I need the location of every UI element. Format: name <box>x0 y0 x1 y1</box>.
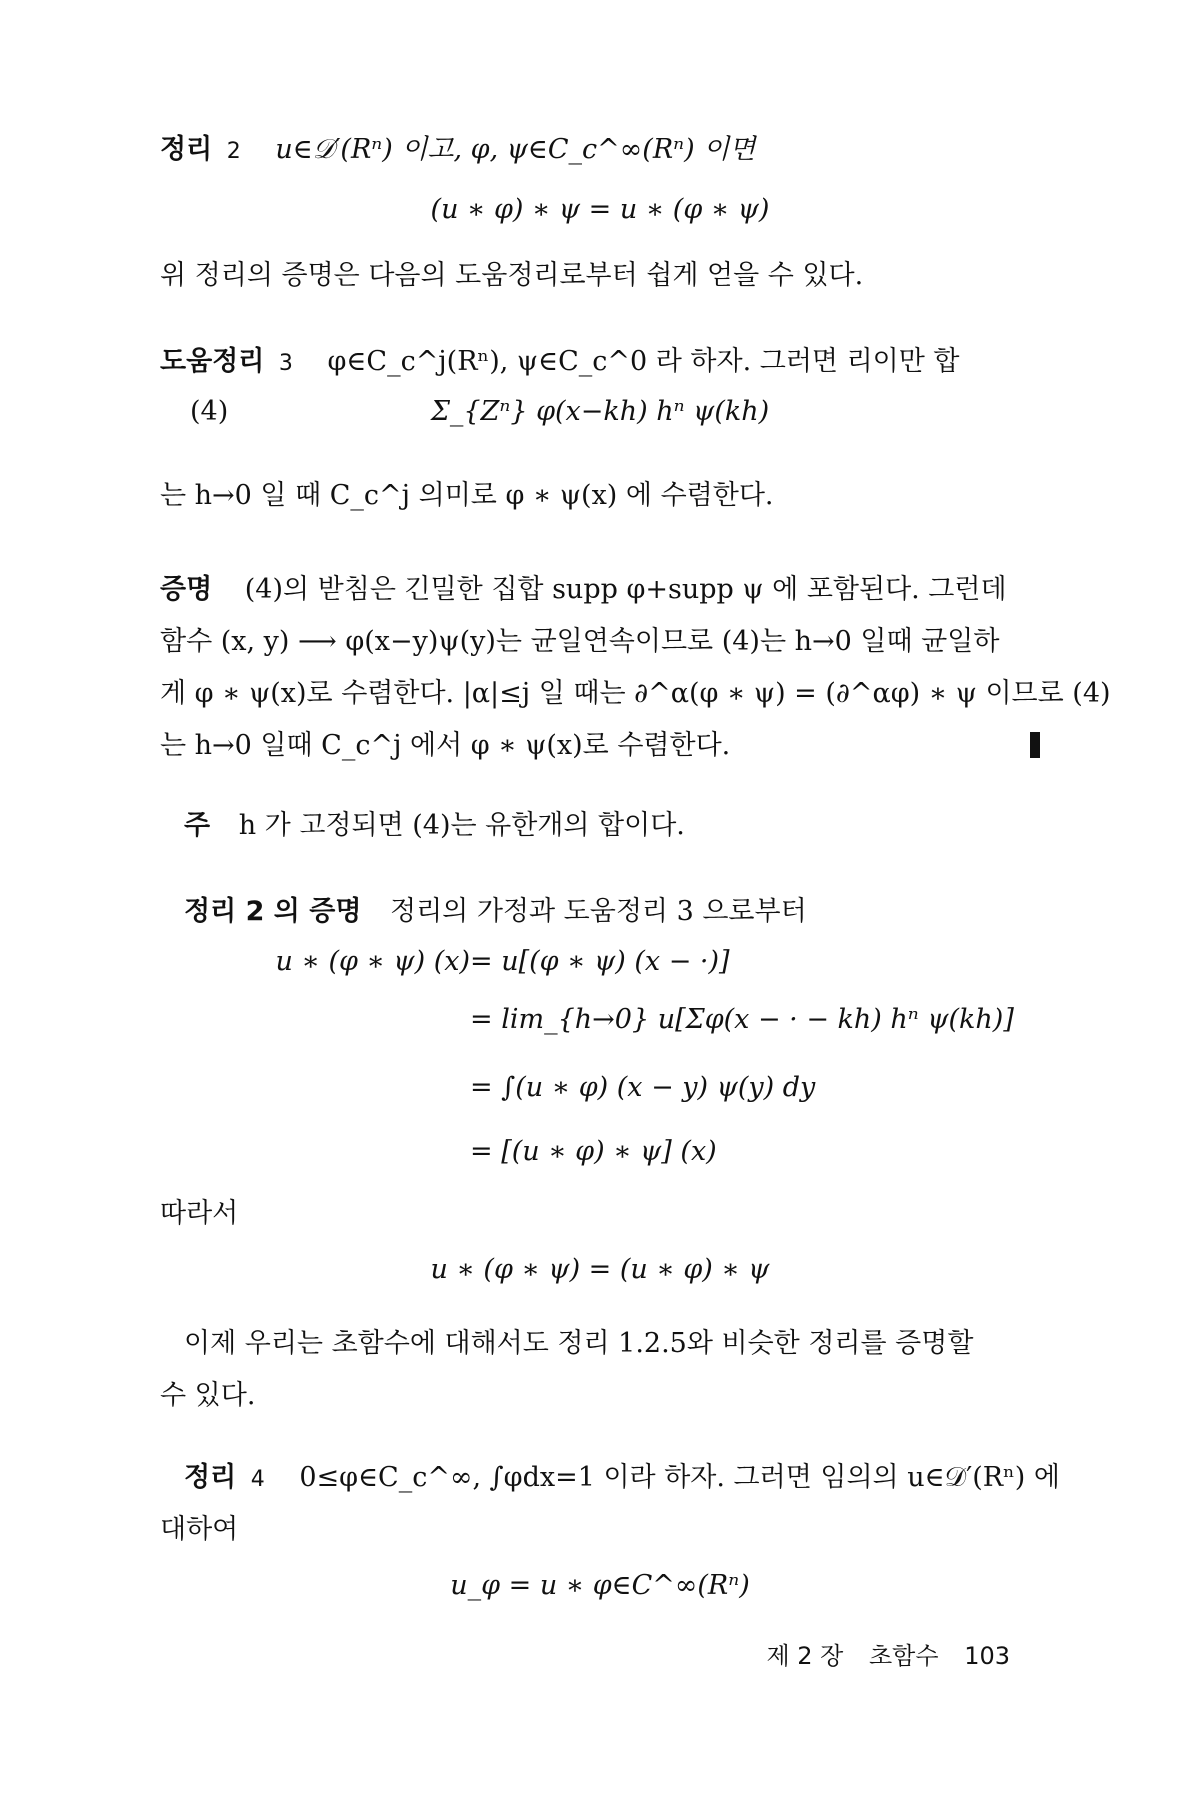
lemma3-heading <box>160 336 1040 390</box>
proof-theorem2-heading <box>184 886 1064 938</box>
proof-theorem2-text: 정리의 가정과 도움정리 3 으로부터 <box>390 896 807 927</box>
theorem4-statement: 0≤φ∈C_c^∞, ∫φdx=1 이라 하자. 그러면 임의의 u∈𝒟′(Rⁿ) 에 <box>299 1462 1061 1493</box>
theorem2-statement: u∈𝒟′(Rⁿ) 이고, φ, ψ∈C_c^∞(Rⁿ) 이면 <box>275 134 756 165</box>
theorem2-heading <box>160 124 1040 178</box>
theorem4-label: 정리 <box>184 1462 237 1493</box>
theorem4-statement2: 대하여 <box>160 1514 239 1545</box>
proof-text-4: 는 h→0 일때 C_c^j 에서 φ ∗ ψ(x)로 수렴한다. <box>160 730 731 761</box>
aligned-rhs-4: = [(u ∗ φ) ∗ ψ] (x) <box>470 1136 717 1167</box>
aligned-rhs-2: = lim_{h→0} u[Σφ(x − · − kh) hⁿ ψ(kh)] <box>470 1004 1014 1035</box>
note-label: 주 <box>184 810 211 841</box>
proof-theorem2-label: 정리 2 의 증명 <box>184 896 362 927</box>
remark-line-2: 수 있다. <box>160 1380 256 1411</box>
aligned-rhs-3: = ∫(u ∗ φ) (x − y) ψ(y) dy <box>470 1072 816 1103</box>
theorem4-equation: u_φ = u ∗ φ∈C^∞(Rⁿ) <box>450 1570 750 1601</box>
lemma3-equation: Σ_{Zⁿ} φ(x−kh) hⁿ ψ(kh) <box>430 396 770 427</box>
proof-label: 증명 <box>160 574 213 605</box>
page-number: 103 <box>964 1642 1010 1670</box>
theorem2-equation: (u ∗ φ) ∗ ψ = u ∗ (φ ∗ ψ) <box>430 194 770 225</box>
proof-line-3: 게 φ ∗ ψ(x)로 수렴한다. |α|≤j 일 때는 ∂^α(φ ∗ ψ) = (∂^αφ) ∗ ψ 이므로 (4) <box>160 678 1111 709</box>
aligned-lhs: u ∗ (φ ∗ ψ) (x) <box>275 946 470 977</box>
theorem4-heading <box>184 1452 1064 1506</box>
theorem2-number: 2 <box>226 139 241 164</box>
proof-text-1: (4)의 받침은 긴밀한 집합 supp φ+supp ψ 에 포함된다. 그런데 <box>244 574 1007 605</box>
result-equation: u ∗ (φ ∗ ψ) = (u ∗ φ) ∗ ψ <box>430 1254 770 1285</box>
intro-line: 위 정리의 증명은 다음의 도움정리로부터 쉽게 얻을 수 있다. <box>160 260 864 291</box>
footer-title: 초함수 <box>868 1642 939 1670</box>
footer-chapter: 제 2 장 <box>766 1642 844 1670</box>
lemma3-conclusion: 는 h→0 일 때 C_c^j 의미로 φ ∗ ψ(x) 에 수렴한다. <box>160 480 774 511</box>
proof-line-1 <box>160 564 1040 616</box>
lemma3-number: 3 <box>278 351 293 376</box>
aligned-rhs-1: = u[(φ ∗ ψ) (x − ·)] <box>470 946 730 977</box>
qed-mark-icon <box>1030 732 1040 758</box>
therefore-text: 따라서 <box>160 1198 239 1229</box>
theorem4-number: 4 <box>250 1467 265 1492</box>
page-footer <box>748 1636 1010 1671</box>
lemma3-label: 도움정리 <box>160 346 265 377</box>
lemma3-statement: φ∈C_c^j(Rⁿ), ψ∈C_c^0 라 하자. 그러면 리이만 합 <box>327 346 960 377</box>
remark-line-1: 이제 우리는 초함수에 대해서도 정리 1.2.5와 비슷한 정리를 증명할 <box>184 1328 974 1359</box>
proof-line-4 <box>160 720 1040 772</box>
proof-line-2: 함수 (x, y) ⟶ φ(x−y)ψ(y)는 균일연속이므로 (4)는 h→0 일때 균일하 <box>160 626 1000 657</box>
note <box>184 800 1064 852</box>
note-text: h 가 고정되면 (4)는 유한개의 합이다. <box>238 810 685 841</box>
lemma3-eq-number: (4) <box>190 396 229 427</box>
theorem2-label: 정리 <box>160 134 213 165</box>
